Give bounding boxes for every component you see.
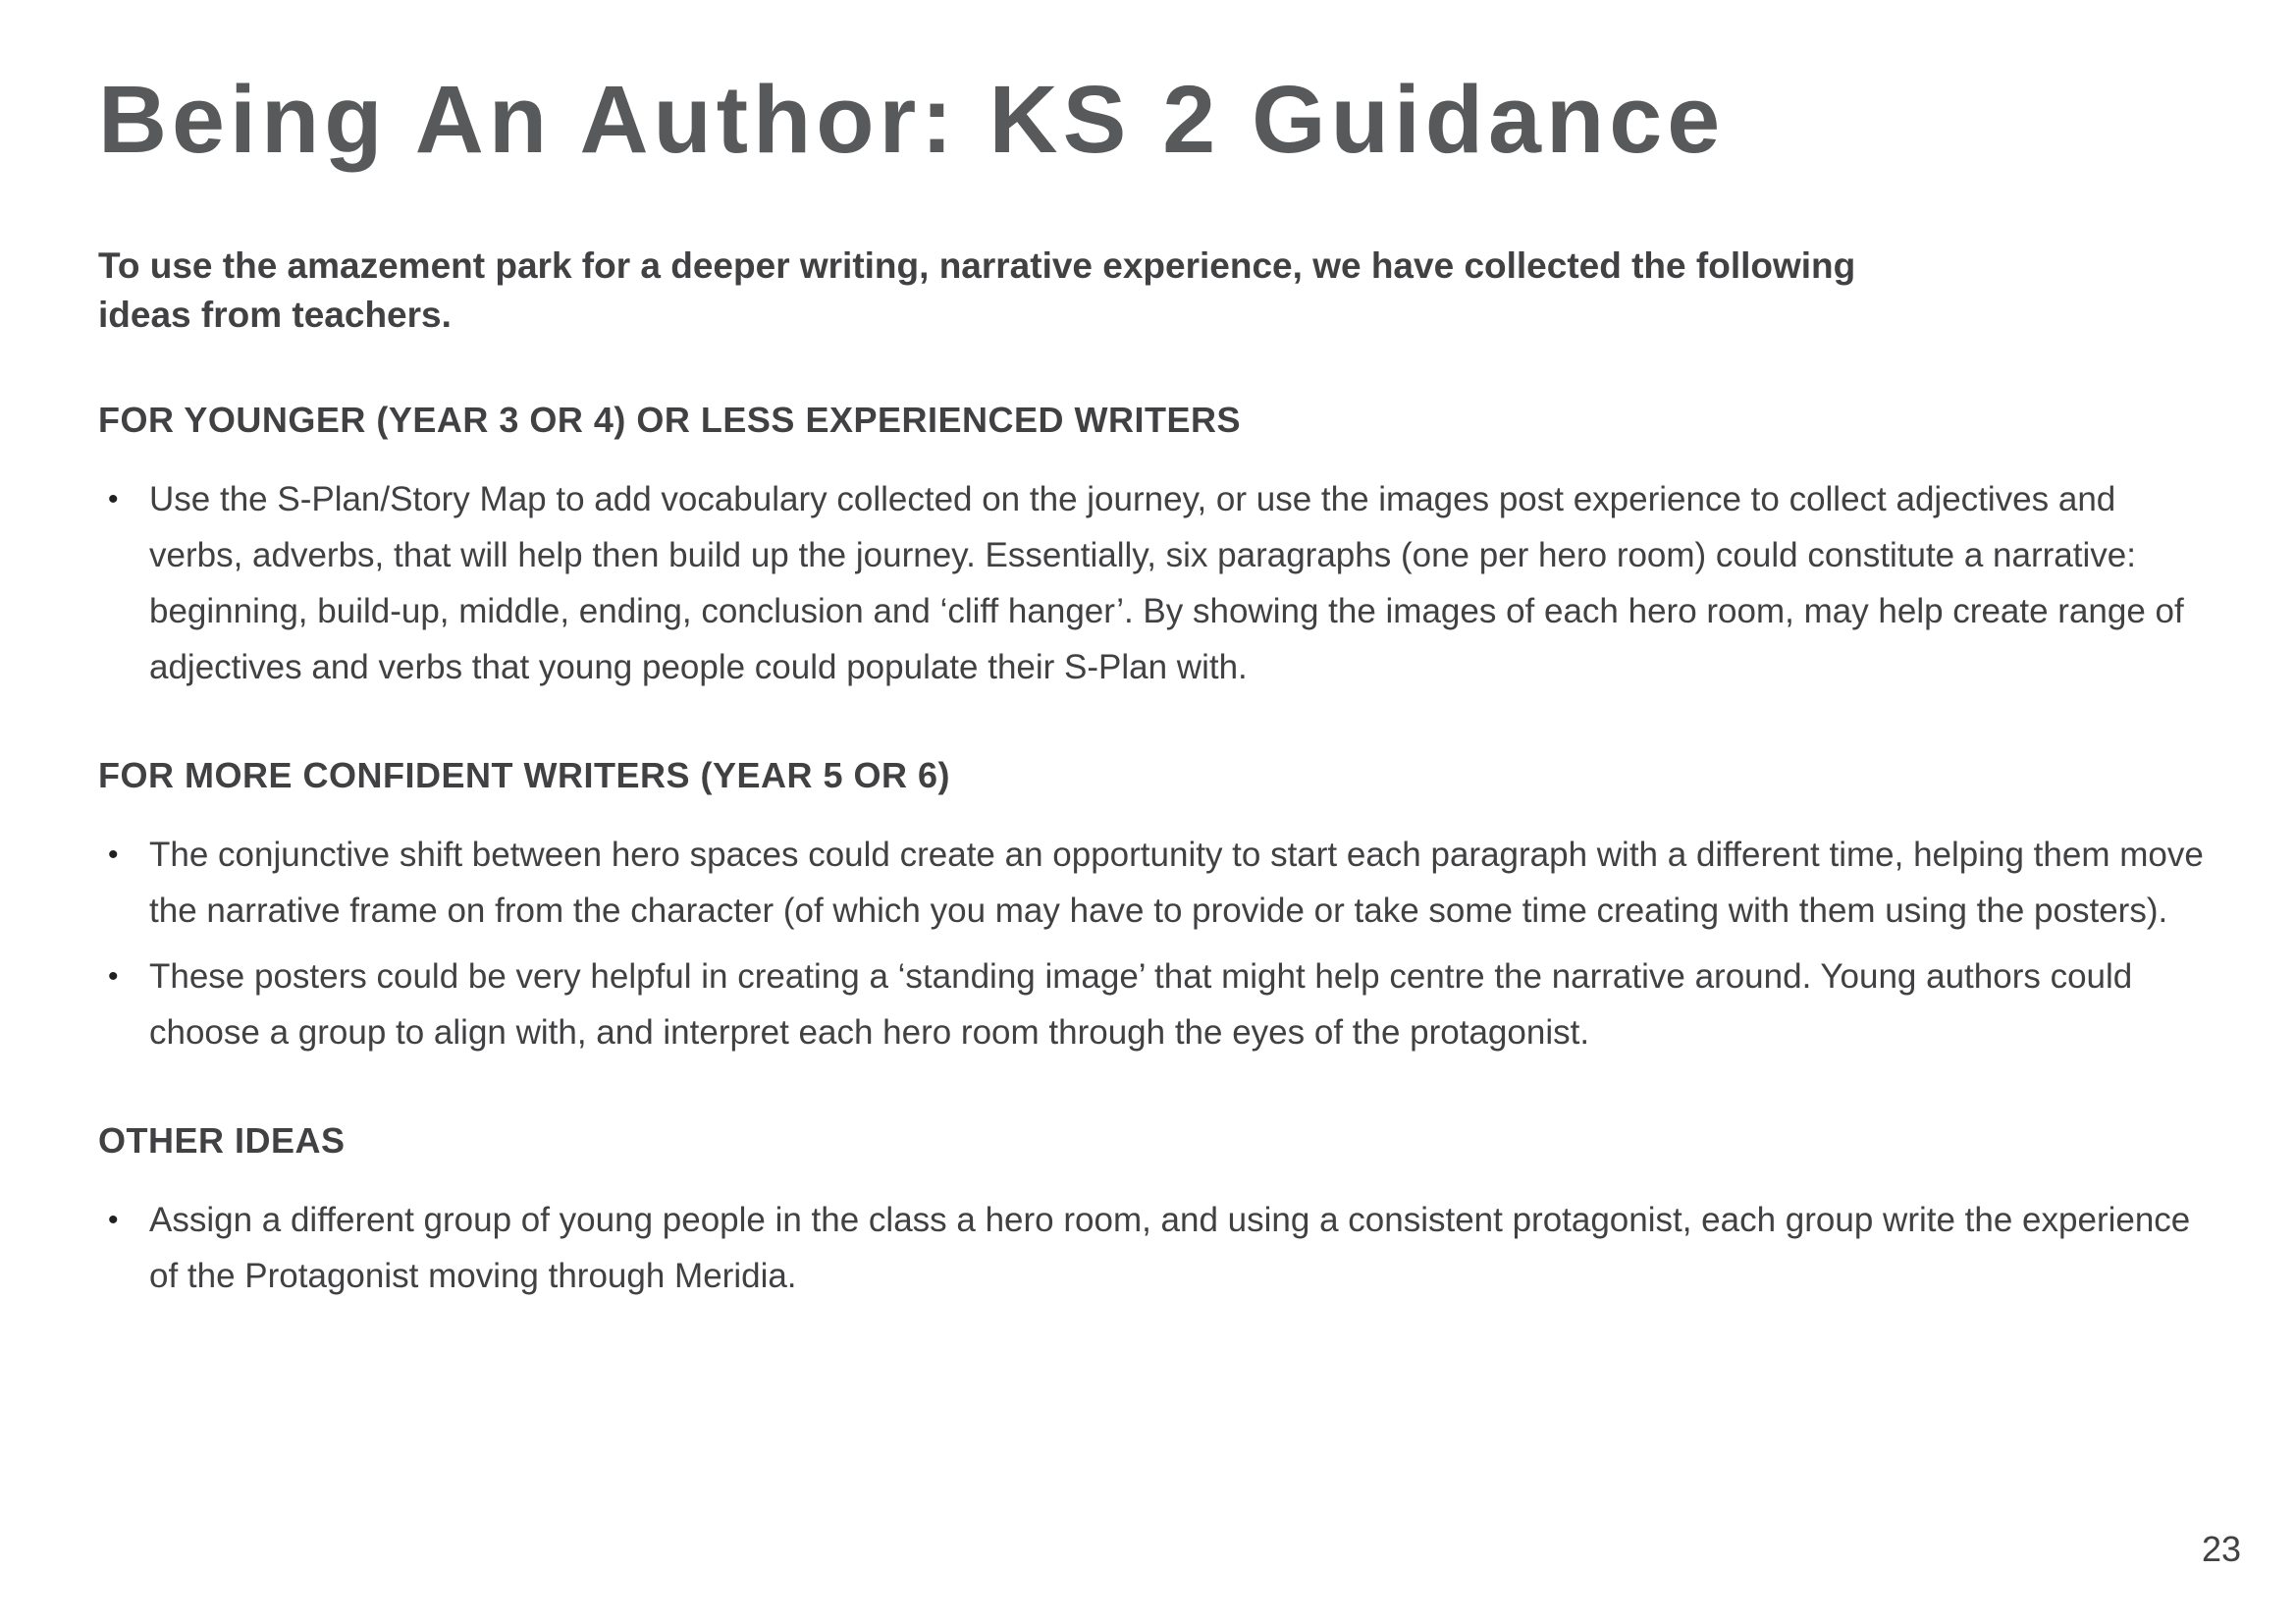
bullet-icon: • (108, 839, 119, 871)
section-other-ideas (98, 1119, 2210, 1304)
section-heading-younger-writers: FOR YOUNGER (YEAR 3 OR 4) OR LESS EXPERIENCED WRITERS (98, 400, 1241, 440)
section-confident-writers (98, 754, 2210, 1060)
section-younger-writers (98, 399, 2210, 695)
section-heading-confident-writers: FOR MORE CONFIDENT WRITERS (YEAR 5 OR 6) (98, 755, 951, 795)
bullet-list (98, 1192, 2210, 1304)
list-item (98, 471, 2210, 695)
bullet-text: Use the S-Plan/Story Map to add vocabulary collected on the journey, or use the images post experience to collect adjectives and verbs, adverbs, that will help then build up the journey. Essentially, six paragraphs (one per hero room) could constitute a narrative: beginning, build-up, middle, ending, conclusion and ‘cliff hanger’. By showing the images of each hero room, may help create range of adjectives and verbs that young people could populate their S-Plan with. (149, 480, 2184, 686)
bullet-text: These posters could be very helpful in creating a ‘standing image’ that might help centre the narrative around. Young authors could choose a group to align with, and interpret each hero room through the eyes of the protagonist. (149, 957, 2133, 1052)
page-title: Being An Author: KS 2 Guidance (98, 66, 1726, 173)
list-item (98, 827, 2210, 939)
bullet-icon: • (108, 960, 119, 993)
intro-paragraph: To use the amazement park for a deeper writing, narrative experience, we have collected the following ideas from teachers. (98, 245, 1856, 335)
bullet-text: Assign a different group of young people in the class a hero room, and using a consistent protagonist, each group write the experience of the Protagonist moving through Meridia. (149, 1201, 2191, 1295)
bullet-icon: • (108, 483, 119, 515)
bullet-icon: • (108, 1204, 119, 1236)
list-item (98, 948, 2210, 1060)
bullet-list (98, 471, 2210, 695)
bullet-text: The conjunctive shift between hero spaces could create an opportunity to start each paragraph with a different time, helping them move the narrative frame on from the character (of which you may have to provide or take some time creating with them using the posters). (149, 836, 2204, 930)
section-heading-other-ideas: OTHER IDEAS (98, 1120, 346, 1161)
bullet-list (98, 827, 2210, 1060)
list-item (98, 1192, 2210, 1304)
page-number: 23 (2201, 1529, 2241, 1569)
